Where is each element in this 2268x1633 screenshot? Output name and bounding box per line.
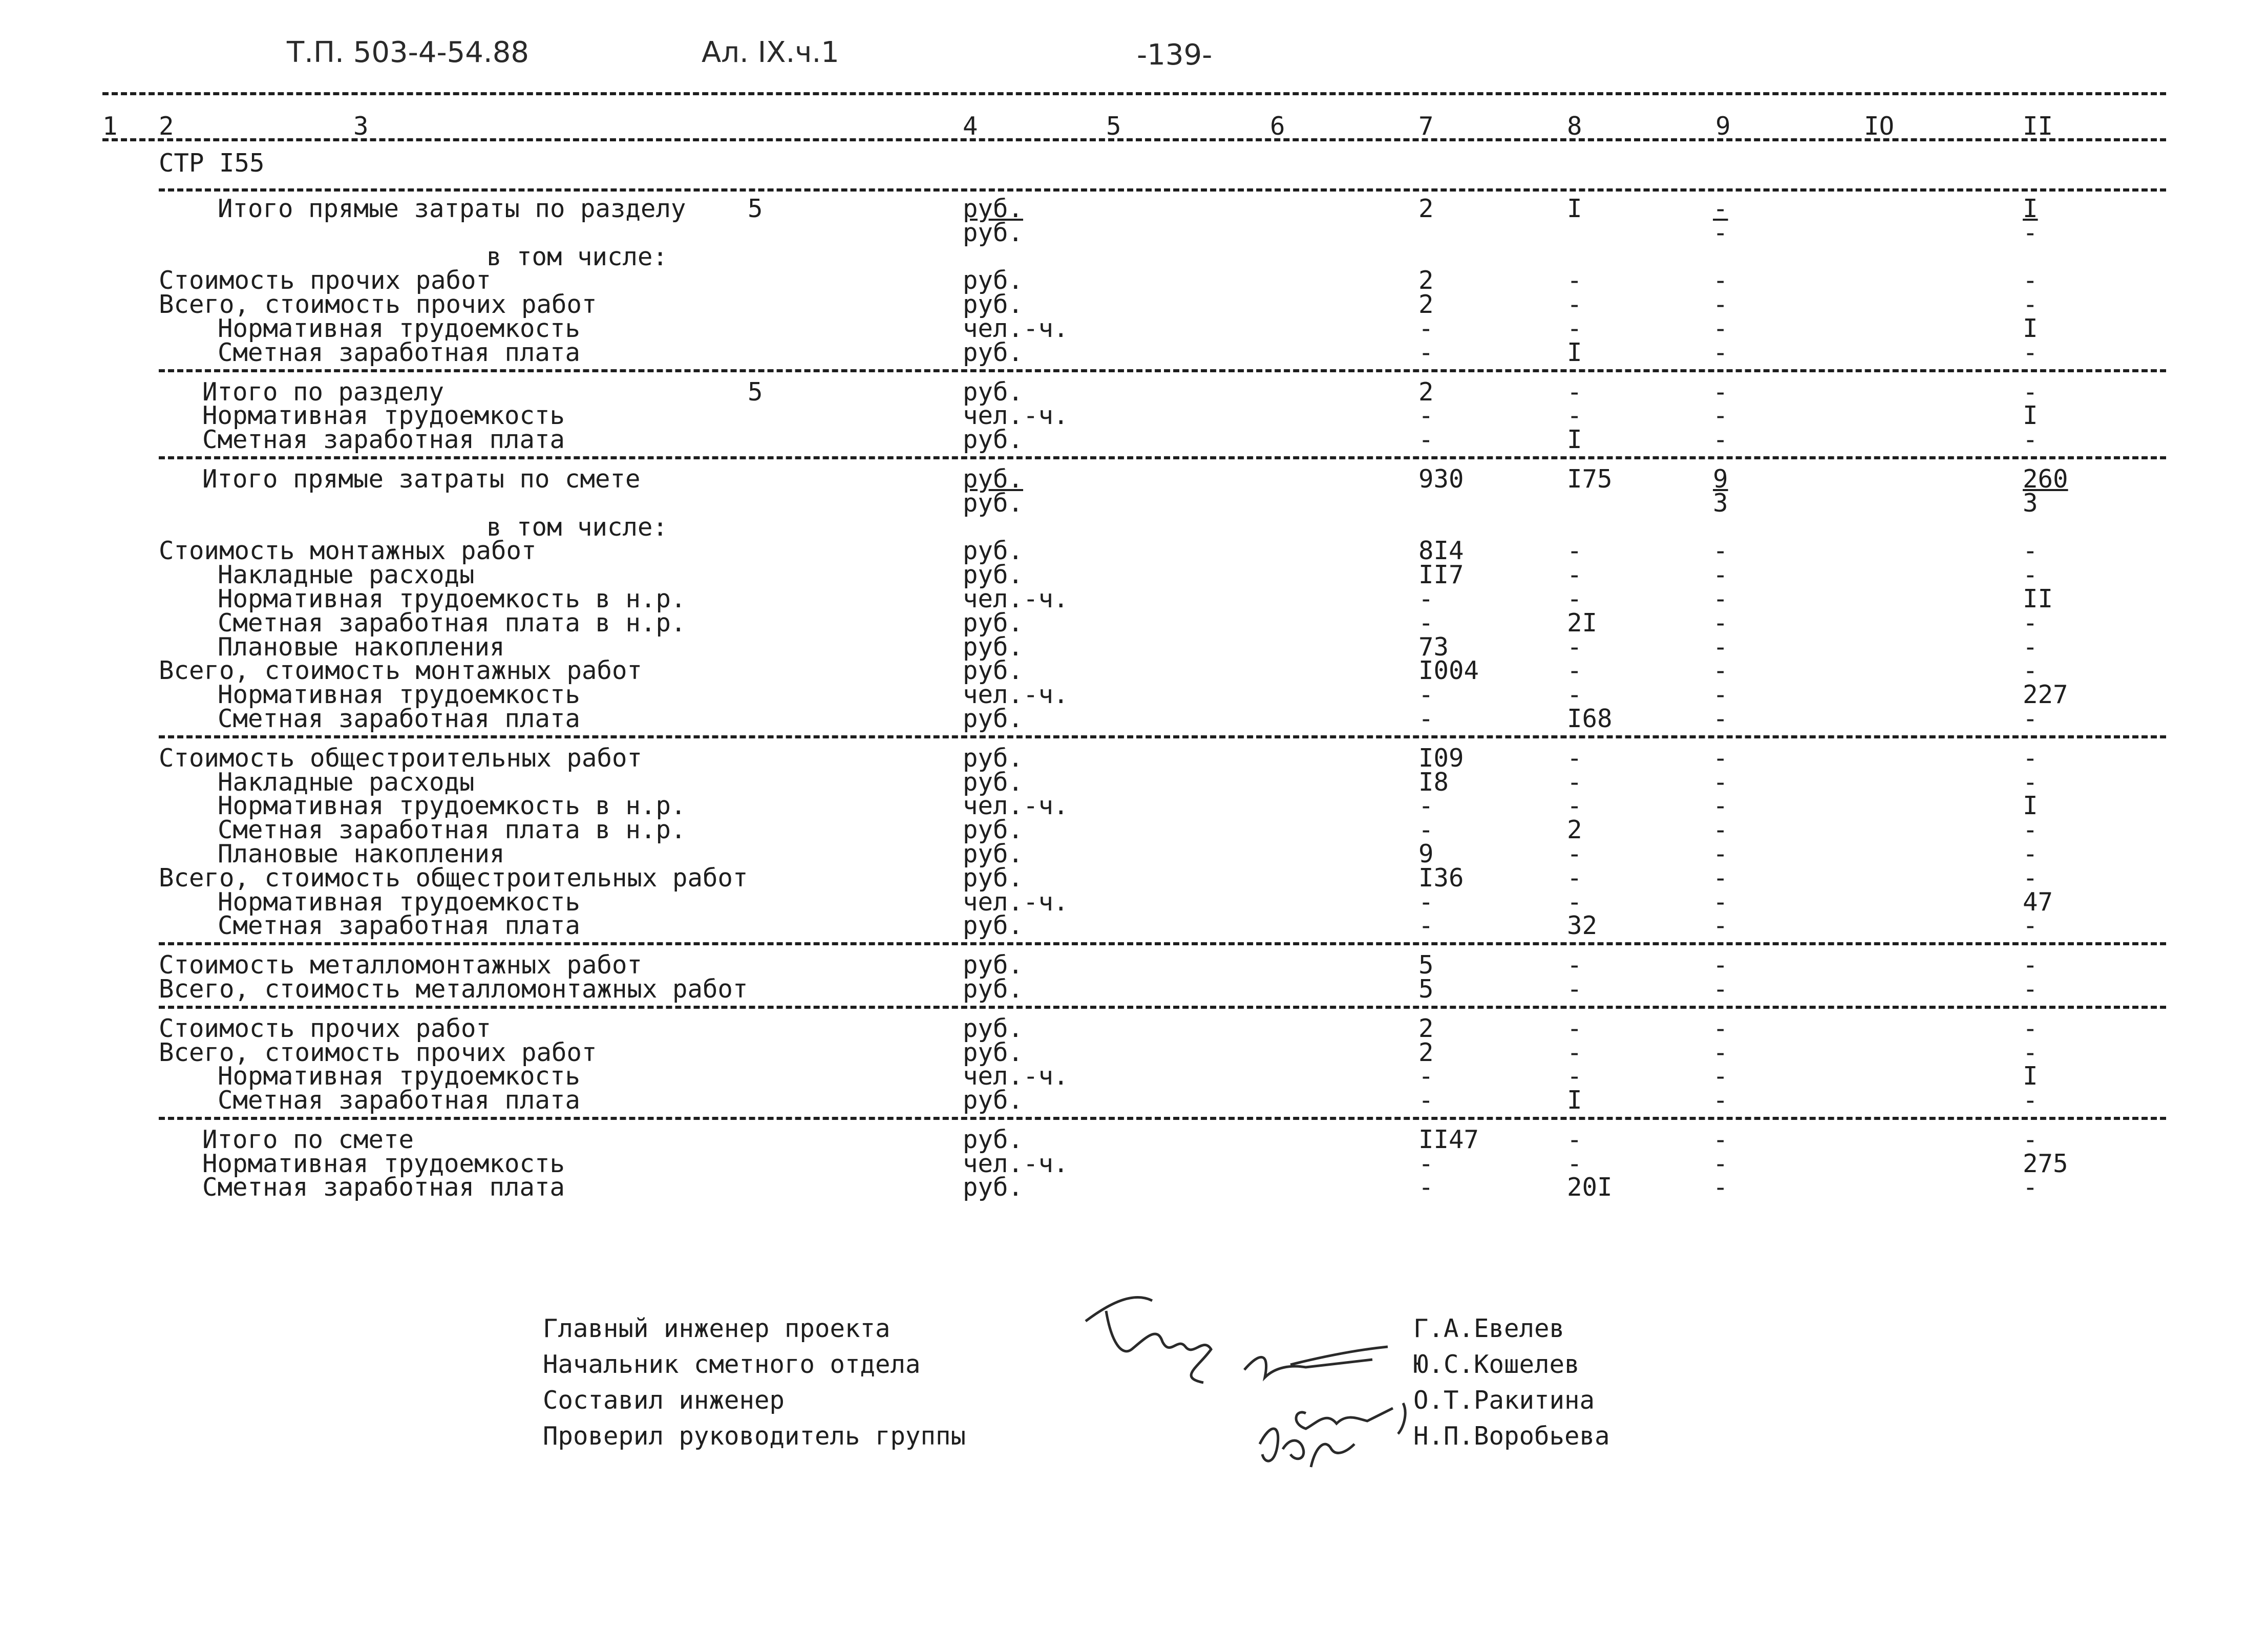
row-label: Всего, стоимость общестроительных работ: [159, 863, 748, 893]
col9-value: -: [1713, 560, 1728, 590]
column-number: 1: [102, 112, 118, 141]
unit-cell: руб.: [963, 911, 1024, 941]
col9-value: -: [1713, 608, 1728, 638]
col8-value: -: [1567, 266, 1582, 295]
table-row: [0, 1086, 2268, 1115]
dashed-divider: [159, 1117, 2166, 1120]
col9-value: -: [1713, 313, 1728, 343]
col9-value: -: [1713, 887, 1728, 917]
col8-value: -: [1567, 1149, 1582, 1178]
col9-value: -: [1713, 839, 1728, 868]
col9-value: -: [1713, 337, 1728, 367]
table-row: [0, 950, 2268, 980]
col7-value: -: [1418, 911, 1434, 941]
col9-value: -: [1713, 680, 1728, 710]
signature-scribble-3: [1296, 1403, 1405, 1434]
signature-name: Н.П.Воробьева: [1413, 1422, 1610, 1451]
unit-cell: руб.: [963, 743, 1024, 773]
col11-value: -: [2023, 377, 2038, 407]
dashed-divider: [159, 942, 2166, 945]
col7-value: -: [1418, 337, 1434, 367]
row-label: Нормативная трудоемкость в н.р.: [218, 584, 686, 613]
col7-value: -: [1418, 608, 1434, 638]
row-label: Накладные расходы: [218, 767, 475, 797]
table-row: [0, 242, 2268, 271]
col7-value: -: [1418, 1086, 1434, 1115]
table-row: [0, 536, 2268, 566]
table-row: [0, 194, 2268, 223]
table-row: [0, 1149, 2268, 1178]
col8-value: I: [1567, 1086, 1582, 1115]
unit-cell: чел.-ч.: [963, 680, 1069, 710]
col11-value: -: [2023, 704, 2038, 733]
row-label: Всего, стоимость прочих работ: [159, 1037, 597, 1067]
col7-value: -: [1418, 1149, 1434, 1178]
row-label: Итого прямые затраты по разделу: [218, 194, 686, 223]
signature-role: Проверил руководитель группы: [543, 1422, 966, 1451]
col7-value: 73: [1418, 632, 1449, 662]
estimate-table: [0, 194, 2268, 1202]
table-row: [0, 1125, 2268, 1154]
row-label: Плановые накопления: [218, 839, 505, 868]
unit-cell: руб.: [963, 488, 1024, 518]
table-row: [0, 313, 2268, 343]
col7-value: -: [1418, 887, 1434, 917]
signature-role: Главный инженер проекта: [543, 1314, 891, 1343]
col8-value: 2I: [1567, 608, 1598, 638]
col11-value: -: [2023, 815, 2038, 845]
col9-value: -: [1713, 974, 1728, 1004]
table-row: [0, 704, 2268, 733]
col8-value: -: [1567, 950, 1582, 980]
row-label: Нормативная трудоемкость: [218, 313, 581, 343]
unit-cell: руб.: [963, 863, 1024, 893]
row-label: Стоимость металломонтажных работ: [159, 950, 643, 980]
table-row: [0, 290, 2268, 320]
row-label: Нормативная трудоемкость: [202, 401, 565, 431]
handwritten-signature-scribbles: [1075, 1260, 1434, 1475]
col11-value: -: [2023, 1037, 2038, 1067]
unit-cell: чел.-ч.: [963, 401, 1069, 431]
table-row: [0, 680, 2268, 710]
col11-value: -: [2023, 974, 2038, 1004]
col11-value: -: [2023, 266, 2038, 295]
table-row: [0, 1013, 2268, 1043]
row-label: Стоимость прочих работ: [159, 266, 492, 295]
table-row: [0, 377, 2268, 407]
signature-name: Г.А.Евелев: [1413, 1314, 1565, 1343]
col11-value: -: [2023, 950, 2038, 980]
col11-value: 227: [2023, 680, 2068, 710]
unit-cell: руб.: [963, 1037, 1024, 1067]
row-label: Стоимость прочих работ: [159, 1013, 492, 1043]
col9-value: -: [1713, 377, 1728, 407]
row-label: Сметная заработная плата: [202, 1173, 565, 1202]
table-row: [0, 767, 2268, 797]
col7-value: 5: [1418, 974, 1434, 1004]
col9-value: -: [1713, 815, 1728, 845]
col9-value: -: [1713, 1173, 1728, 1202]
col9-value: -: [1713, 536, 1728, 566]
row-label: Итого по смете: [202, 1125, 414, 1154]
col9-value: -: [1713, 584, 1728, 613]
row-label: Сметная заработная плата: [202, 425, 565, 455]
signature-role: Составил инженер: [543, 1386, 785, 1415]
signature-scribble-2: [1244, 1347, 1388, 1377]
col11-value: -: [2023, 1125, 2038, 1154]
unit-cell: руб.: [963, 560, 1024, 590]
row-label: Накладные расходы: [218, 560, 475, 590]
unit-cell: руб.: [963, 950, 1024, 980]
row-label: Сметная заработная плата: [218, 704, 581, 733]
col7-value: -: [1418, 1173, 1434, 1202]
table-row: [0, 512, 2268, 542]
col7-value: II7: [1418, 560, 1464, 590]
col7-value: 2: [1418, 266, 1434, 295]
section-code: СТР I55: [159, 149, 265, 178]
col7-value: 930: [1418, 464, 1464, 494]
col7-value: I004: [1418, 656, 1479, 686]
col11-value: I: [2023, 194, 2038, 223]
unit-cell: руб.: [963, 536, 1024, 566]
col9-value: -: [1713, 632, 1728, 662]
row-label: Сметная заработная плата: [218, 337, 581, 367]
table-row: [0, 266, 2268, 295]
col8-value: 32: [1567, 911, 1598, 941]
table-row: [0, 218, 2268, 247]
row-label: Сметная заработная плата в н.р.: [218, 815, 686, 845]
col11-value: -: [2023, 632, 2038, 662]
doc-code: Т.П. 503-4-54.88: [287, 36, 529, 69]
row-label: Нормативная трудоемкость в н.р.: [218, 791, 686, 821]
col7-value: -: [1418, 680, 1434, 710]
column-header-rule: [102, 138, 2166, 141]
row-label: Стоимость монтажных работ: [159, 536, 537, 566]
col7-value: I09: [1418, 743, 1464, 773]
signature-scribble-1: [1086, 1298, 1211, 1383]
col9-value: -: [1713, 290, 1728, 320]
unit-cell: руб.: [963, 464, 1024, 494]
row-label: Нормативная трудоемкость: [218, 1062, 581, 1091]
col11-value: -: [2023, 1086, 2038, 1115]
row-label: Сметная заработная плата в н.р.: [218, 608, 686, 638]
col8-value: I: [1567, 337, 1582, 367]
row-label: Нормативная трудоемкость: [202, 1149, 565, 1178]
col8-value: -: [1567, 632, 1582, 662]
row-label: Сметная заработная плата: [218, 1086, 581, 1115]
col11-value: II: [2023, 584, 2053, 613]
unit-cell: руб.: [963, 608, 1024, 638]
col7-value: 2: [1418, 290, 1434, 320]
dashed-divider: [159, 1006, 2166, 1009]
column-number: IO: [1864, 112, 1895, 141]
top-rule: [102, 92, 2166, 95]
col11-value: -: [2023, 290, 2038, 320]
col9-value: -: [1713, 1149, 1728, 1178]
row-label: Стоимость общестроительных работ: [159, 743, 643, 773]
unit-cell: руб.: [963, 632, 1024, 662]
col9-value: -: [1713, 767, 1728, 797]
row-label: Итого прямые затраты по смете: [202, 464, 641, 494]
table-row: [0, 488, 2268, 518]
col11-value: -: [2023, 425, 2038, 455]
col11-value: -: [2023, 839, 2038, 868]
signature-scribble-4: [1260, 1429, 1354, 1467]
col8-value: -: [1567, 536, 1582, 566]
table-row: [0, 863, 2268, 893]
column-number: 4: [963, 112, 978, 141]
row-label: Итого по разделу: [202, 377, 444, 407]
unit-cell: чел.-ч.: [963, 313, 1069, 343]
dashed-divider: [159, 369, 2166, 372]
col9-value: -: [1713, 791, 1728, 821]
table-row: [0, 1173, 2268, 1202]
col11-value: -: [2023, 1013, 2038, 1043]
row-label: в том числе:: [486, 242, 668, 271]
col11-value: 3: [2023, 488, 2038, 518]
col11-value: -: [2023, 656, 2038, 686]
col9-value: -: [1713, 863, 1728, 893]
col7-value: -: [1418, 815, 1434, 845]
unit-cell: чел.-ч.: [963, 1062, 1069, 1091]
unit-cell: руб.: [963, 266, 1024, 295]
table-row: [0, 911, 2268, 941]
table-row: [0, 401, 2268, 431]
section-rule: [159, 188, 2166, 192]
album-reference: Ал. IX.ч.1: [702, 36, 839, 69]
col7-value: I8: [1418, 767, 1449, 797]
table-row: [0, 743, 2268, 773]
column-number: 5: [1106, 112, 1121, 141]
page-number: -139-: [1137, 38, 1213, 72]
col11-value: -: [2023, 1173, 2038, 1202]
col9-value: -: [1713, 1062, 1728, 1091]
col8-value: I68: [1567, 704, 1613, 733]
col11-value: -: [2023, 767, 2038, 797]
row-label: Всего, стоимость металломонтажных работ: [159, 974, 748, 1004]
row-label: Всего, стоимость монтажных работ: [159, 656, 643, 686]
col11-value: I: [2023, 313, 2038, 343]
unit-cell: руб.: [963, 194, 1024, 223]
col7-value: 8I4: [1418, 536, 1464, 566]
unit-cell: руб.: [963, 337, 1024, 367]
unit-cell: руб.: [963, 1086, 1024, 1115]
row-label: Всего, стоимость прочих работ: [159, 290, 597, 320]
unit-cell: руб.: [963, 974, 1024, 1004]
col7-value: 9: [1418, 839, 1434, 868]
col7-value: 5: [1418, 950, 1434, 980]
col8-value: -: [1567, 887, 1582, 917]
col8-value: -: [1567, 743, 1582, 773]
col8-value: -: [1567, 974, 1582, 1004]
column-number: 3: [353, 112, 369, 141]
unit-cell: руб.: [963, 1125, 1024, 1154]
col11-value: I: [2023, 1062, 2038, 1091]
table-row: [0, 791, 2268, 821]
col9-value: -: [1713, 194, 1728, 223]
col9-value: -: [1713, 218, 1728, 247]
unit-cell: руб.: [963, 767, 1024, 797]
unit-cell: руб.: [963, 1173, 1024, 1202]
col11-value: 260: [2023, 464, 2068, 494]
col7-value: 2: [1418, 377, 1434, 407]
unit-cell: руб.: [963, 1013, 1024, 1043]
col9-value: -: [1713, 950, 1728, 980]
col7-value: -: [1418, 704, 1434, 733]
signature-name: О.Т.Ракитина: [1413, 1386, 1595, 1415]
col8-value: 2: [1567, 815, 1582, 845]
unit-cell: чел.-ч.: [963, 791, 1069, 821]
col8-value: -: [1567, 863, 1582, 893]
table-row: [0, 464, 2268, 494]
unit-cell: руб.: [963, 218, 1024, 247]
signature-role: Начальник сметного отдела: [543, 1350, 921, 1379]
col7-value: -: [1418, 401, 1434, 431]
table-row: [0, 1062, 2268, 1091]
unit-cell: чел.-ч.: [963, 887, 1069, 917]
column-number: II: [2023, 112, 2053, 141]
col8-value: -: [1567, 1062, 1582, 1091]
col7-value: I36: [1418, 863, 1464, 893]
col8-value: -: [1567, 560, 1582, 590]
col7-value: -: [1418, 425, 1434, 455]
unit-cell: руб.: [963, 839, 1024, 868]
col8-value: 20I: [1567, 1173, 1613, 1202]
col9-value: -: [1713, 656, 1728, 686]
col11-value: -: [2023, 863, 2038, 893]
col8-value: -: [1567, 791, 1582, 821]
col11-value: -: [2023, 536, 2038, 566]
col7-value: II47: [1418, 1125, 1479, 1154]
col11-value: -: [2023, 743, 2038, 773]
col11-value: -: [2023, 911, 2038, 941]
col8-value: -: [1567, 377, 1582, 407]
row-label: в том числе:: [486, 512, 668, 542]
col11-value: -: [2023, 560, 2038, 590]
dashed-divider: [159, 456, 2166, 459]
col8-value: -: [1567, 767, 1582, 797]
unit-cell: чел.-ч.: [963, 1149, 1069, 1178]
dashed-divider: [159, 735, 2166, 738]
col7-value: 2: [1418, 1013, 1434, 1043]
column-number: 2: [159, 112, 174, 141]
table-row: [0, 584, 2268, 613]
column-number: 8: [1567, 112, 1582, 141]
unit-cell: руб.: [963, 425, 1024, 455]
col9-value: 3: [1713, 488, 1728, 518]
col9-value: -: [1713, 1013, 1728, 1043]
col8-value: -: [1567, 656, 1582, 686]
table-row: [0, 632, 2268, 662]
unit-cell: руб.: [963, 815, 1024, 845]
col8-value: -: [1567, 290, 1582, 320]
col8-value: -: [1567, 313, 1582, 343]
col8-value: I75: [1567, 464, 1613, 494]
table-row: [0, 337, 2268, 367]
row-label: Нормативная трудоемкость: [218, 680, 581, 710]
table-row: [0, 1037, 2268, 1067]
col8-value: I: [1567, 425, 1582, 455]
col8-value: -: [1567, 401, 1582, 431]
col9-value: -: [1713, 743, 1728, 773]
row-label: Плановые накопления: [218, 632, 505, 662]
col11-value: -: [2023, 608, 2038, 638]
col8-value: -: [1567, 680, 1582, 710]
col8-value: -: [1567, 584, 1582, 613]
col9-value: 9: [1713, 464, 1728, 494]
col8-value: -: [1567, 1125, 1582, 1154]
col9-value: -: [1713, 425, 1728, 455]
unit-cell: руб.: [963, 704, 1024, 733]
table-row: [0, 425, 2268, 455]
col9-value: -: [1713, 266, 1728, 295]
table-row: [0, 815, 2268, 845]
column-number: 7: [1418, 112, 1434, 141]
table-row: [0, 974, 2268, 1004]
col8-value: -: [1567, 839, 1582, 868]
col7-value: -: [1418, 1062, 1434, 1091]
col11-value: 275: [2023, 1149, 2068, 1178]
col8-value: I: [1567, 194, 1582, 223]
col7-value: -: [1418, 791, 1434, 821]
unit-cell: руб.: [963, 656, 1024, 686]
col7-value: 2: [1418, 1037, 1434, 1067]
table-row: [0, 887, 2268, 917]
column-number: 9: [1715, 112, 1731, 141]
col8-value: -: [1567, 1037, 1582, 1067]
col7-value: -: [1418, 313, 1434, 343]
col8-value: -: [1567, 1013, 1582, 1043]
row-label: Нормативная трудоемкость: [218, 887, 581, 917]
col9-value: -: [1713, 911, 1728, 941]
col7-value: 2: [1418, 194, 1434, 223]
col9-value: -: [1713, 1037, 1728, 1067]
column-number: 6: [1270, 112, 1285, 141]
col9-value: -: [1713, 704, 1728, 733]
col7-value: -: [1418, 584, 1434, 613]
unit-cell: руб.: [963, 290, 1024, 320]
section-number: 5: [748, 377, 763, 407]
table-row: [0, 608, 2268, 638]
col9-value: -: [1713, 1125, 1728, 1154]
table-row: [0, 839, 2268, 868]
unit-cell: чел.-ч.: [963, 584, 1069, 613]
col9-value: -: [1713, 1086, 1728, 1115]
table-row: [0, 560, 2268, 590]
col11-value: I: [2023, 401, 2038, 431]
col11-value: -: [2023, 337, 2038, 367]
col11-value: 47: [2023, 887, 2053, 917]
signature-name: Ю.С.Кошелев: [1413, 1350, 1580, 1379]
unit-cell: руб.: [963, 377, 1024, 407]
row-label: Сметная заработная плата: [218, 911, 581, 941]
col11-value: -: [2023, 218, 2038, 247]
section-number: 5: [748, 194, 763, 223]
col11-value: I: [2023, 791, 2038, 821]
table-row: [0, 656, 2268, 686]
col9-value: -: [1713, 401, 1728, 431]
